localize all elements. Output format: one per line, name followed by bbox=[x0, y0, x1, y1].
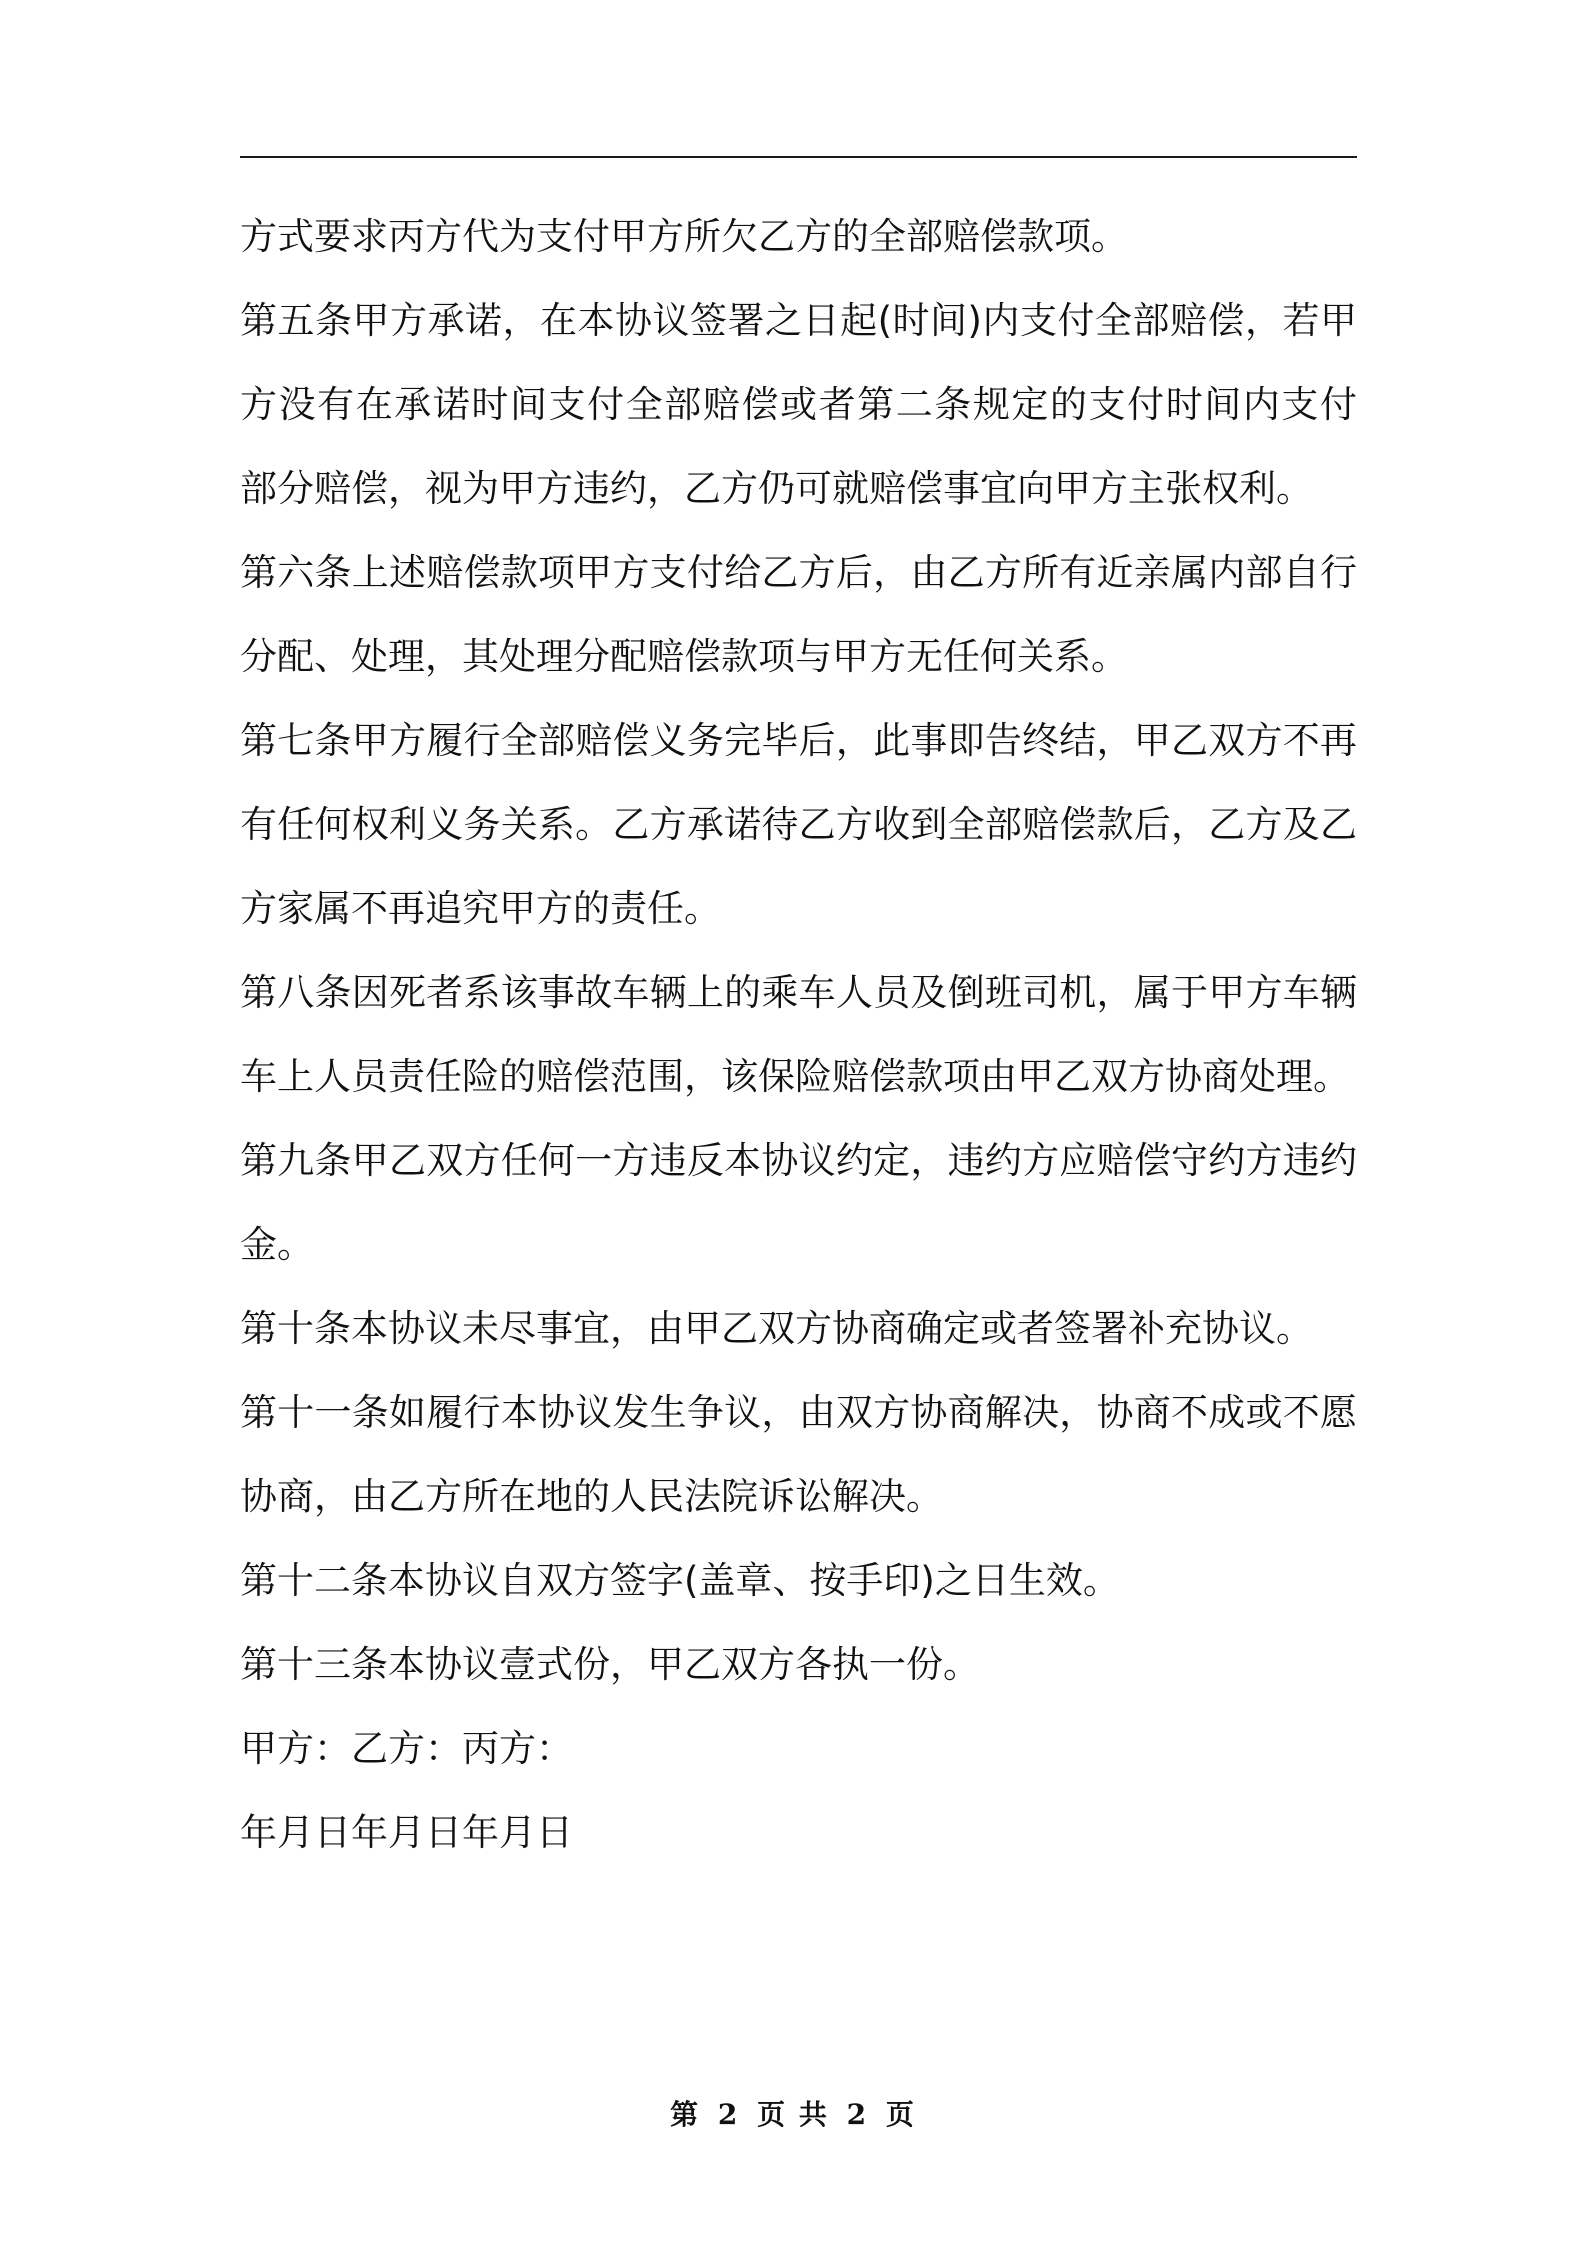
text-line: 第十条本协议未尽事宜，由甲乙双方协商确定或者签署补充协议。 bbox=[240, 1307, 1313, 1350]
text-line: 第十三条本协议壹式份，甲乙双方各执一份。 bbox=[240, 1643, 980, 1686]
text-line: 有任何权利义务关系。乙方承诺待乙方收到全部赔偿款后，乙方及乙 bbox=[240, 803, 1357, 846]
text-line: 分配、处理，其处理分配赔偿款项与甲方无任何关系。 bbox=[240, 635, 1128, 678]
text-line: 方式要求丙方代为支付甲方所欠乙方的全部赔偿款项。 bbox=[240, 215, 1128, 258]
signature-dates-line: 年月日年月日年月日 bbox=[240, 1811, 573, 1854]
text-line: 第九条甲乙双方任何一方违反本协议约定，违约方应赔偿守约方违约 bbox=[240, 1139, 1357, 1182]
text-line: 第八条因死者系该事故车辆上的乘车人员及倒班司机，属于甲方车辆 bbox=[240, 971, 1357, 1014]
text-line: 部分赔偿，视为甲方违约，乙方仍可就赔偿事宜向甲方主张权利。 bbox=[240, 467, 1313, 510]
text-line: 第七条甲方履行全部赔偿义务完毕后，此事即告终结，甲乙双方不再 bbox=[240, 719, 1357, 762]
text-line: 方没有在承诺时间支付全部赔偿或者第二条规定的支付时间内支付 bbox=[240, 383, 1357, 426]
document-body bbox=[240, 195, 1357, 1875]
text-line: 第十一条如履行本协议发生争议，由双方协商解决，协商不成或不愿 bbox=[240, 1391, 1357, 1434]
text-line: 方家属不再追究甲方的责任。 bbox=[240, 887, 721, 930]
footer-suffix: 页 bbox=[885, 2098, 916, 2131]
header-divider bbox=[240, 156, 1357, 158]
text-line: 第五条甲方承诺，在本协议签署之日起(时间)内支付全部赔偿，若甲 bbox=[240, 299, 1357, 342]
text-line: 第十二条本协议自双方签字(盖章、按手印)之日生效。 bbox=[240, 1559, 1120, 1602]
footer-middle: 页 共 bbox=[757, 2098, 829, 2131]
footer-prefix: 第 bbox=[670, 2098, 701, 2131]
text-line: 车上人员责任险的赔偿范围，该保险赔偿款项由甲乙双方协商处理。 bbox=[240, 1055, 1350, 1098]
text-line: 协商，由乙方所在地的人民法院诉讼解决。 bbox=[240, 1475, 943, 1518]
current-page-number: 2 bbox=[717, 2098, 740, 2131]
signature-parties-line: 甲方：乙方：丙方： bbox=[240, 1727, 573, 1770]
text-line: 第六条上述赔偿款项甲方支付给乙方后，由乙方所有近亲属内部自行 bbox=[240, 551, 1357, 594]
total-pages-number: 2 bbox=[846, 2098, 869, 2131]
text-line: 金。 bbox=[240, 1223, 314, 1266]
page-number-footer bbox=[0, 2093, 1586, 2133]
